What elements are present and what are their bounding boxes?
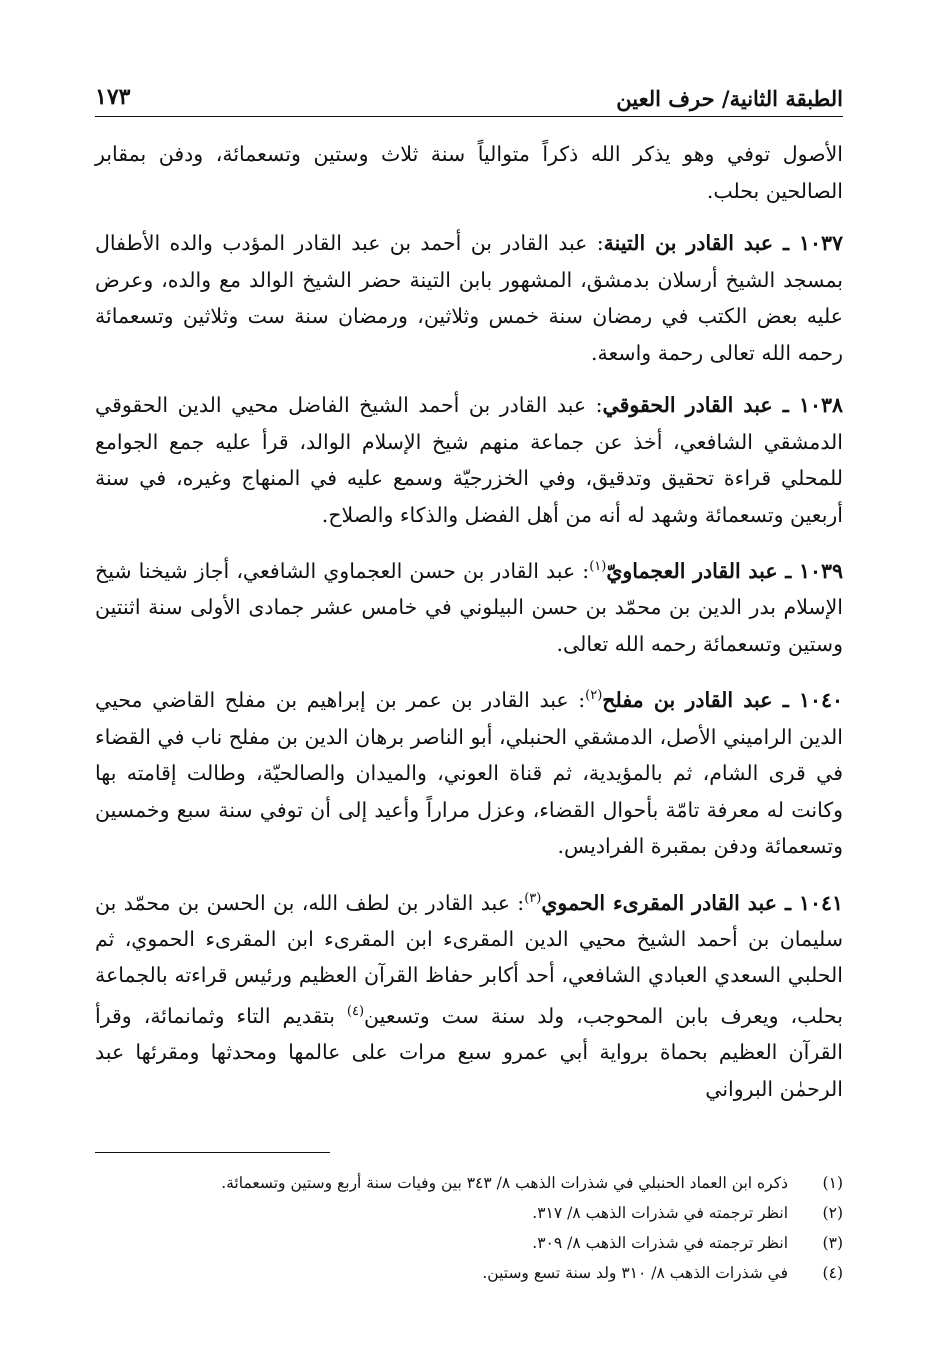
footnote-ref: (٣) <box>524 890 542 906</box>
entry-1040 <box>95 678 843 864</box>
footnote-text: ذكره ابن العماد الحنبلي في شذرات الذهب ٨/ ٣٤٣ بين وفيات سنة أربع وستين وتسعمائة. <box>221 1174 788 1192</box>
entry-1038 <box>95 387 843 533</box>
footnote-ref: (١) <box>589 559 607 574</box>
entry-1039 <box>95 549 843 662</box>
footnote <box>95 1228 843 1258</box>
footnote-number: (٤) <box>822 1264 843 1282</box>
entry-text: : عبد القادر بن حسن العجماوي الشافعي، أجاز شيخنا شيخ الإسلام بدر الدين بن محمّد بن حسن البيلوني في خامس عشر جمادى الأولى سنة اثنتين وستين وتسعمائة رحمه الله تعالى. <box>95 558 843 656</box>
entry-heading: ١٠٣٨ ـ عبد القادر الحقوقي <box>602 393 843 417</box>
footnote-ref: (٢) <box>585 688 603 704</box>
page-number: ١٧٣ <box>95 84 131 110</box>
entry-text: : عبد القادر بن عمر بن إبراهيم بن مفلح القاضي محيي الدين الراميني الأصل، الدمشقي الحنبلي، أبو الناصر برهان الدين بن مفلح ناب في القضاء في قرى الشام، ثم بالمؤيدية، ثم قناة العوني، والميدان والصالحيّة، وطالت إقامته بها وكانت له معرفة تامّة بأحوال القضاء، وعزل مراراً وأعيد إلى أن توفي سنة سبع وخمسين وتسعمائة ودفن بمقبرة الفراديس. <box>95 688 843 859</box>
main-text <box>95 136 843 1123</box>
entry-text: : عبد القادر بن لطف الله، بن الحسن بن محمّد بن سليمان بن أحمد الشيخ محيي الدين المقرىء ابن المقرىء ابن المقرىء الحموي، ثم الحلبي السعدي العبادي الشافعي، أحد أكابر حفاظ القرآن العظيم ورئيس قراءته بالجماعة بحلب، ويعرف بابن المحوجب، ولد سنة ست وتسعين <box>95 890 843 1028</box>
entry-heading: ١٠٤٠ ـ عبد القادر بن مفلح <box>602 688 843 713</box>
entry-heading: ١٠٣٩ ـ عبد القادر العجماويّ <box>606 558 843 583</box>
footnote <box>95 1168 843 1198</box>
footnote-text: انظر ترجمته في شذرات الذهب ٨/ ٣١٧. <box>532 1204 788 1222</box>
paragraph-text: الأصول توفي وهو يذكر الله ذكراً متوالياً سنة ثلاث وستين وتسعمائة، ودفن بمقابر الصالحين بحلب. <box>95 142 843 203</box>
entry-heading: ١٠٣٧ ـ عبد القادر بن التينة <box>603 231 843 255</box>
footnote-text: في شذرات الذهب ٨/ ٣١٠ ولد سنة تسع وستين. <box>482 1264 788 1282</box>
footnote <box>95 1198 843 1228</box>
footnote-ref: (٤) <box>346 1003 365 1019</box>
footnote-number: (٣) <box>822 1234 843 1252</box>
footnote-number: (٢) <box>822 1204 843 1222</box>
running-head: الطبقة الثانية/ حرف العين <box>616 86 843 111</box>
entry-text: : عبد القادر بن أحمد الشيخ الفاضل محيي الدين الحقوقي الدمشقي الشافعي، أخذ عن جماعة منهم شيخ الإسلام الوالد، قرأ عليه جمع الجوامع للمحلي قراءة تحقيق وتدقيق، وفي الخزرجيّة وسمع عليه في المنهاج وغيره، في سنة أربعين وتسعمائة وشهد له أنه من أهل الفضل والذكاء والصلاح. <box>95 393 843 527</box>
paragraph <box>95 136 843 209</box>
footnotes <box>95 1168 843 1288</box>
entry-text: : عبد القادر بن أحمد بن عبد القادر المؤدب والده الأطفال بمسجد الشيخ أرسلان بدمشق، المشهور بابن التينة حضر الشيخ الوالد مع والده، وعرض عليه بعض الكتب في رمضان سنة خمس وثلاثين، ورمضان سنة ست وثلاثين وتسعمائة رحمه الله تعالى رحمة واسعة. <box>95 231 843 365</box>
entry-heading: ١٠٤١ ـ عبد القادر المقرىء الحموي <box>541 890 843 915</box>
footnote-separator <box>95 1152 330 1153</box>
page-header <box>95 82 843 117</box>
entry-1041 <box>95 881 843 1108</box>
footnote-number: (١) <box>822 1174 843 1192</box>
entry-text-continued: بتقديم التاء وثمانمائة، وقرأ القرآن العظيم بحماة برواية أبي عمرو سبع مرات على عالمها ومحدثها ومقرئها عبد الرحمٰن البرواني <box>95 1003 843 1101</box>
entry-1037 <box>95 225 843 371</box>
footnote-text: انظر ترجمته في شذرات الذهب ٨/ ٣٠٩. <box>532 1234 788 1252</box>
footnote <box>95 1258 843 1288</box>
